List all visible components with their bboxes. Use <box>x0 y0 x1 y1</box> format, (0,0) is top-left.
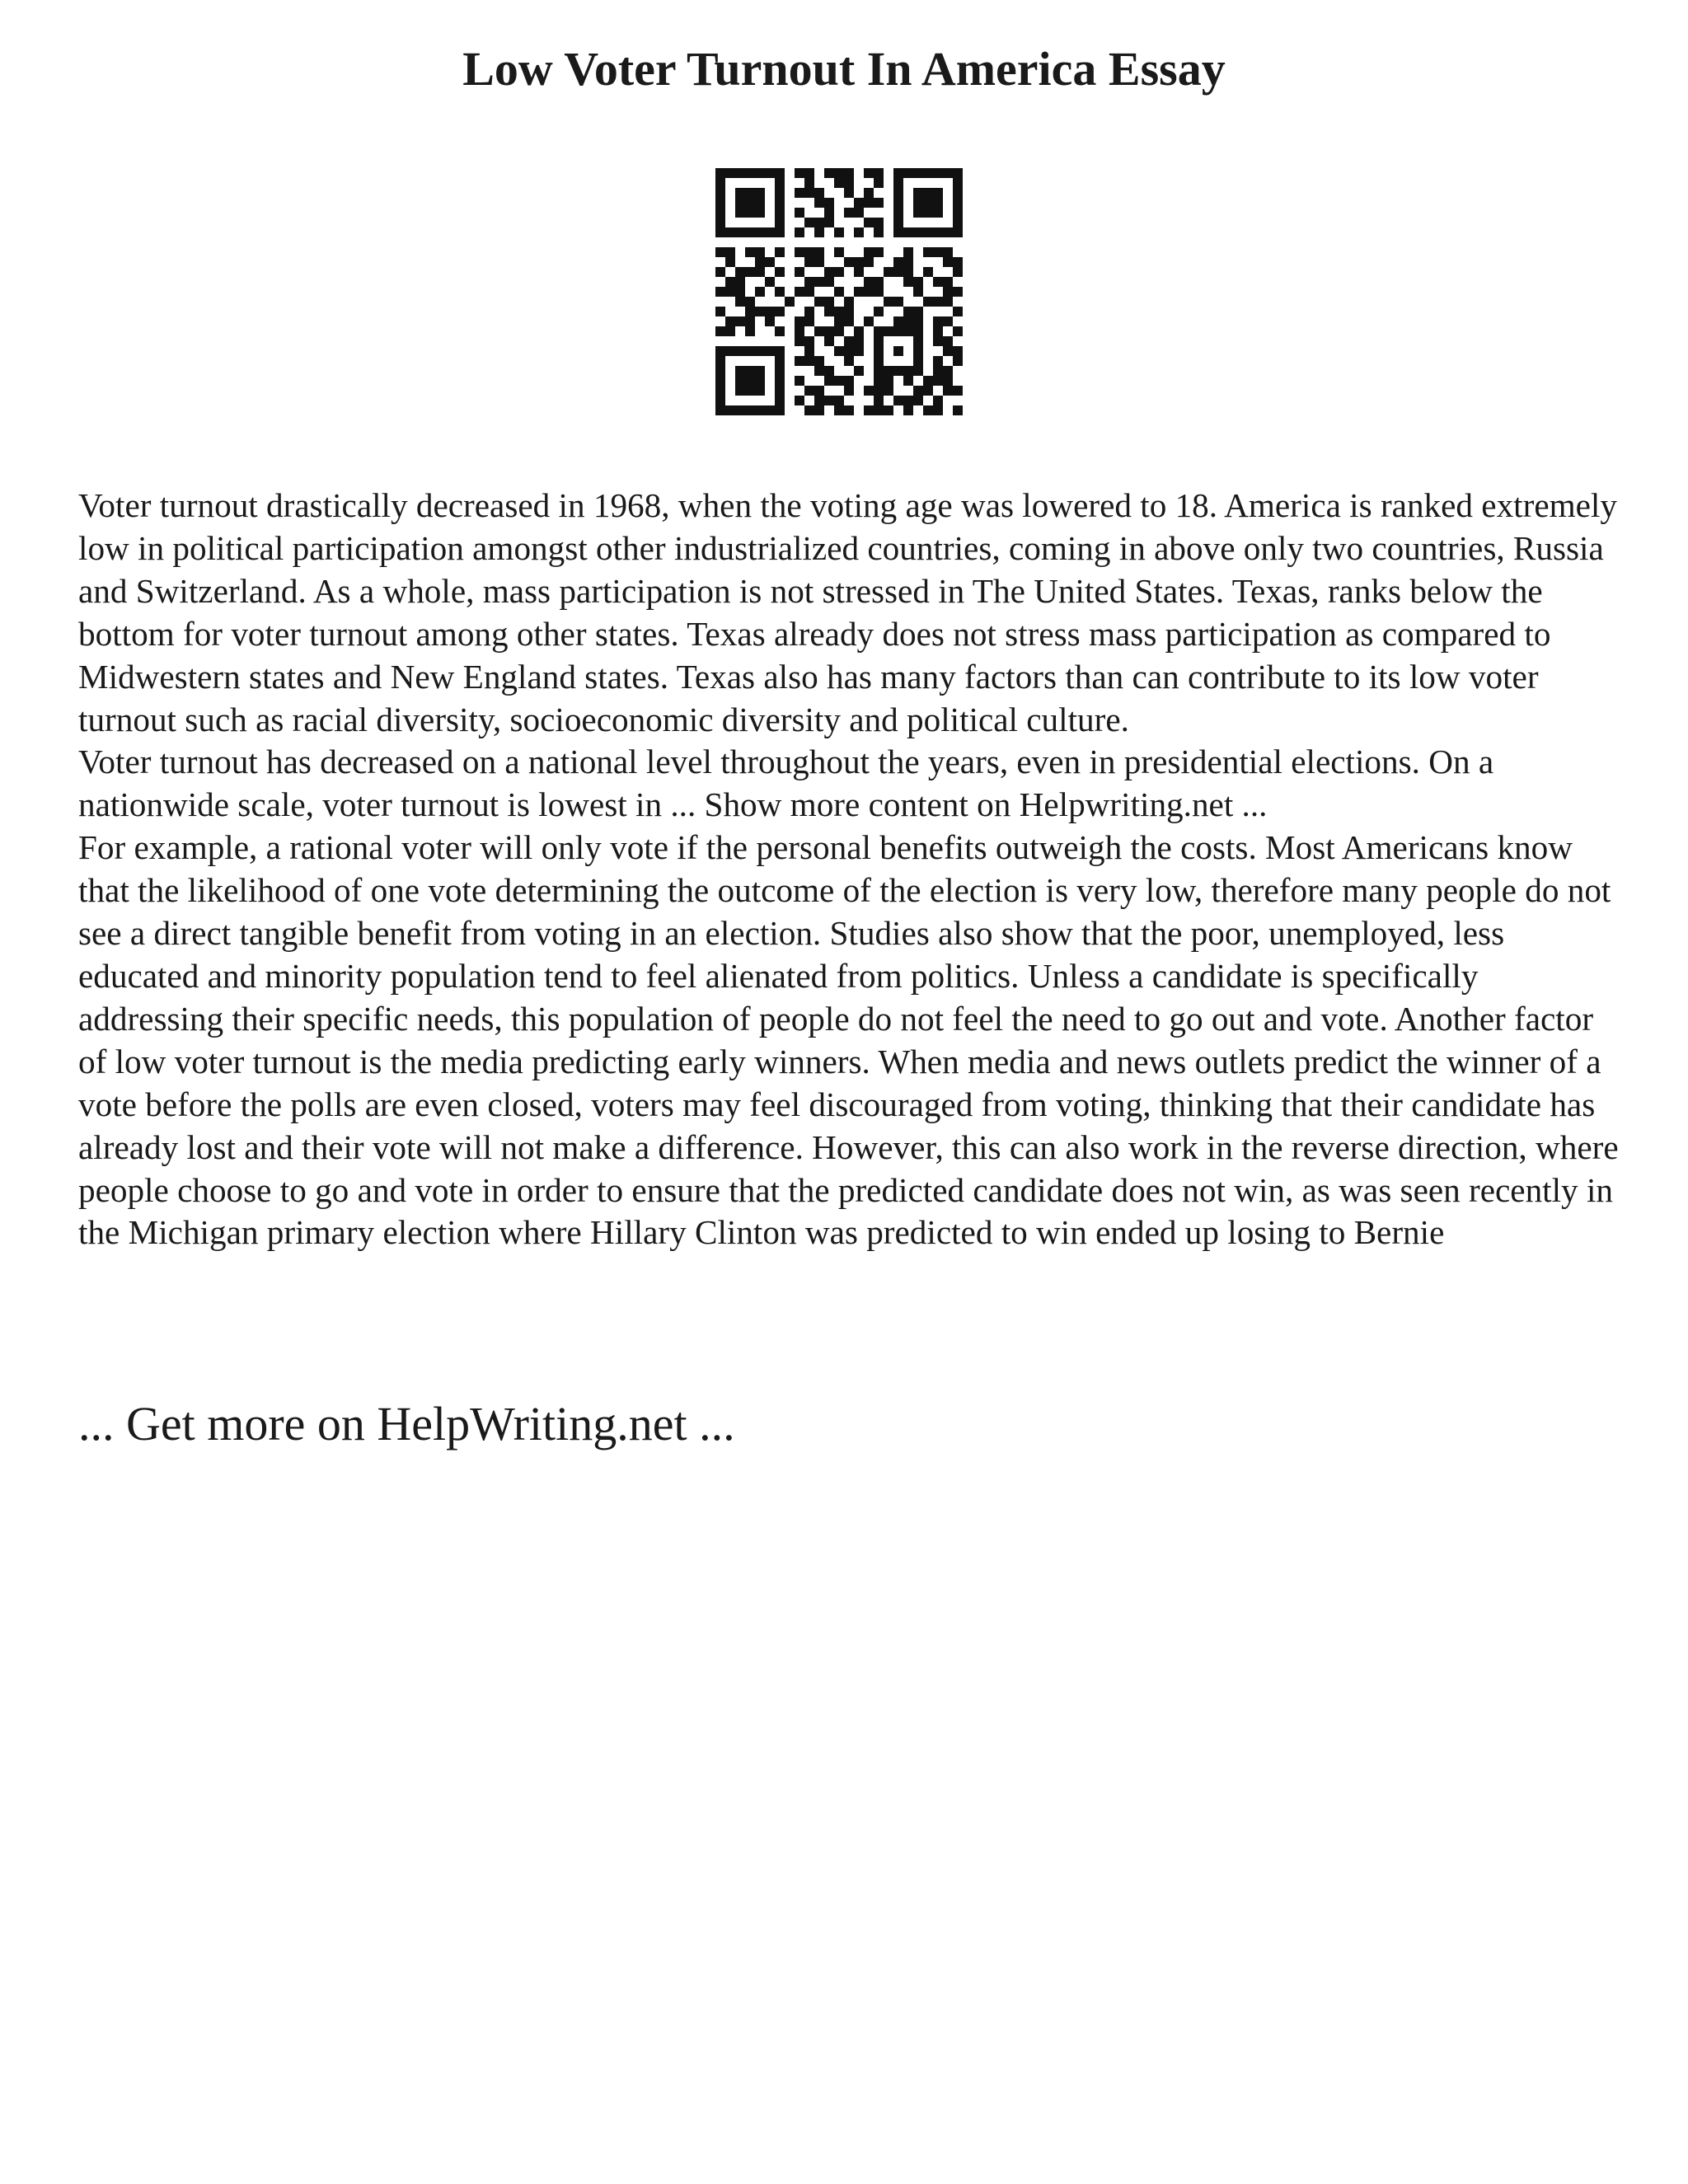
essay-body <box>78 485 1620 1254</box>
essay-paragraph: Voter turnout has decreased on a national level throughout the years, even in presidential elections. On a nationwide scale, voter turnout is lowest in ... Show more content on Helpwriting.net ... <box>78 743 1494 824</box>
essay-paragraph: For example, a rational voter will only vote if the personal benefits outweigh the costs. Most Americans know that the likelihood of one vote determining the outcome of the election is very low, therefore many people do not see a direct tangible benefit from voting in an election. Studies also show that the poor, unemployed, less educated and minority population tend to feel alienated from politics. Unless a candidate is specifically addressing their specific needs, this population of people do not feel the need to go out and vote. Another factor of low voter turnout is the media predicting early winners. When media and news outlets predict the winner of a vote before the polls are even closed, voters may feel discouraged from voting, thinking that their candidate has already lost and their vote will not make a difference. However, this can also work in the reverse direction, where people choose to go and vote in order to ensure that the predicted candidate does not win, as was seen recently in the Michigan primary election where Hillary Clinton was predicted to win ended up losing to Bernie <box>78 828 1619 1252</box>
get-more-link[interactable]: ... Get more on HelpWriting.net ... <box>78 1397 735 1451</box>
qr-code[interactable] <box>715 168 963 415</box>
document-title: Low Voter Turnout In America Essay <box>462 42 1226 96</box>
qr-code-icon <box>715 168 963 415</box>
essay-paragraph: Voter turnout drastically decreased in 1968, when the voting age was lowered to 18. America is ranked extremely low in political participation amongst other industrialized countries, coming in above only two countries, Russia and Switzerland. As a whole, mass participation is not stressed in The United States. Texas, ranks below the bottom for voter turnout among other states. Texas already does not stress mass participation as compared to Midwestern states and New England states. Texas also has many factors than can contribute to its low voter turnout such as racial diversity, socioeconomic diversity and political culture. <box>78 486 1617 738</box>
